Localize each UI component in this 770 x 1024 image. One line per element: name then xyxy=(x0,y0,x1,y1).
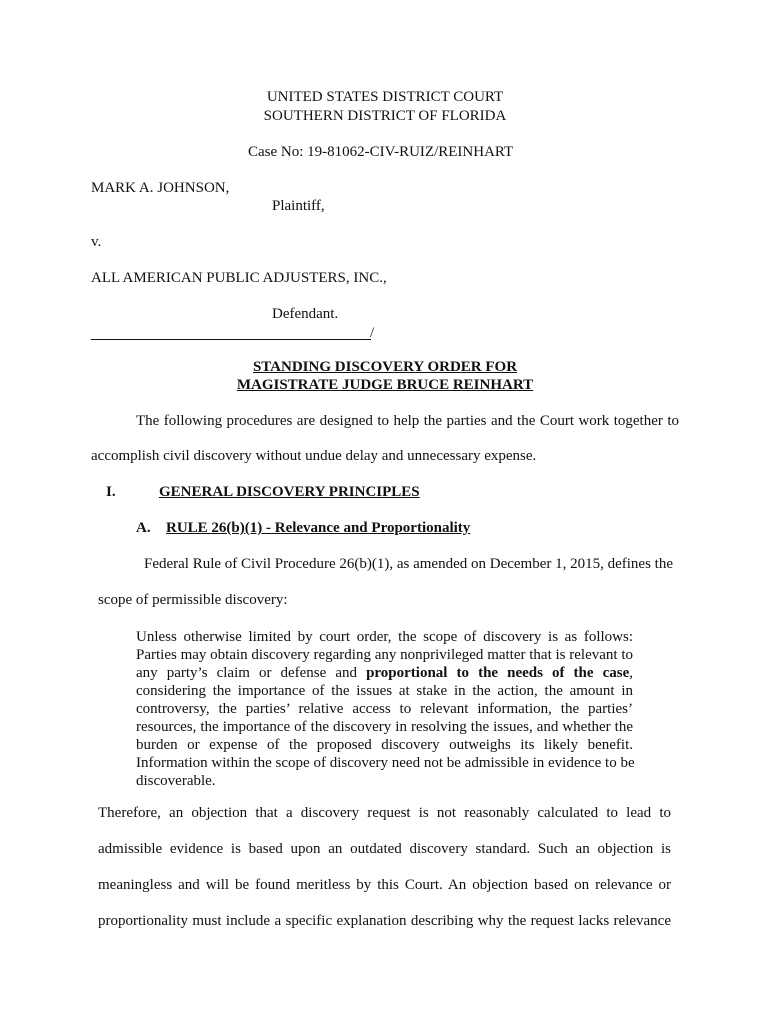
caption-divider-line xyxy=(91,339,371,340)
analysis-line4: proportionality must include a specific explanation describing why the request lacks relevance xyxy=(98,913,671,929)
quote-line: discoverable. xyxy=(136,773,216,789)
order-title-line1: STANDING DISCOVERY ORDER FOR xyxy=(252,359,518,375)
plaintiff-name: MARK A. JOHNSON, xyxy=(91,180,230,196)
quote-line: controversy, the parties’ relative access to relevant information, the parties’ xyxy=(136,701,633,717)
analysis-line3: meaningless and will be found meritless by this Court. An objection based on relevance or xyxy=(98,877,671,893)
section-numeral: I. xyxy=(106,484,116,500)
quote-line: resources, the importance of the discovery in resolving the issues, and whether the xyxy=(136,719,633,735)
court-district: SOUTHERN DISTRICT OF FLORIDA xyxy=(263,108,507,124)
quote-line: burden or expense of the proposed discovery outweighs its likely benefit. xyxy=(136,737,633,753)
quote-line: Information within the scope of discovery need not be admissible in evidence to be xyxy=(136,755,635,771)
quote-line: considering the importance of the issues at stake in the action, the amount in xyxy=(136,683,633,699)
quote-text: , xyxy=(629,665,634,681)
rule-block-quote xyxy=(136,628,633,790)
quote-emphasis: proportional to the needs of the case xyxy=(366,665,630,681)
rule-paragraph-line2: scope of permissible discovery: xyxy=(98,592,288,608)
court-name: UNITED STATES DISTRICT COURT xyxy=(266,89,504,105)
intro-paragraph-line2: accomplish civil discovery without undue delay and unnecessary expense. xyxy=(91,448,537,464)
quote-line xyxy=(136,664,633,682)
quote-text: any party’s claim or defense and xyxy=(136,665,367,681)
plaintiff-role: Plaintiff, xyxy=(272,198,325,214)
subsection-label: A. xyxy=(136,520,151,536)
versus-label: v. xyxy=(91,234,102,250)
quote-line: Unless otherwise limited by court order, the scope of discovery is as follows: xyxy=(136,629,633,645)
rule-paragraph-line1: Federal Rule of Civil Procedure 26(b)(1), as amended on December 1, 2015, defines the xyxy=(144,556,673,572)
defendant-role: Defendant. xyxy=(272,306,339,322)
defendant-name: ALL AMERICAN PUBLIC ADJUSTERS, INC., xyxy=(91,270,387,286)
analysis-line1: Therefore, an objection that a discovery request is not reasonably calculated to lead to xyxy=(98,805,671,821)
subsection-heading: RULE 26(b)(1) - Relevance and Proportionality xyxy=(166,520,471,536)
analysis-line2: admissible evidence is based upon an outdated discovery standard. Such an objection is xyxy=(98,841,671,857)
section-heading: GENERAL DISCOVERY PRINCIPLES xyxy=(159,484,420,500)
quote-line: Parties may obtain discovery regarding any nonprivileged matter that is relevant to xyxy=(136,647,633,663)
order-title-line2: MAGISTRATE JUDGE BRUCE REINHART xyxy=(236,377,534,393)
case-number: Case No: 19-81062-CIV-RUIZ/REINHART xyxy=(248,144,514,160)
caption-slash: / xyxy=(370,325,375,341)
intro-paragraph-line1: The following procedures are designed to help the parties and the Court work together to xyxy=(136,413,679,429)
